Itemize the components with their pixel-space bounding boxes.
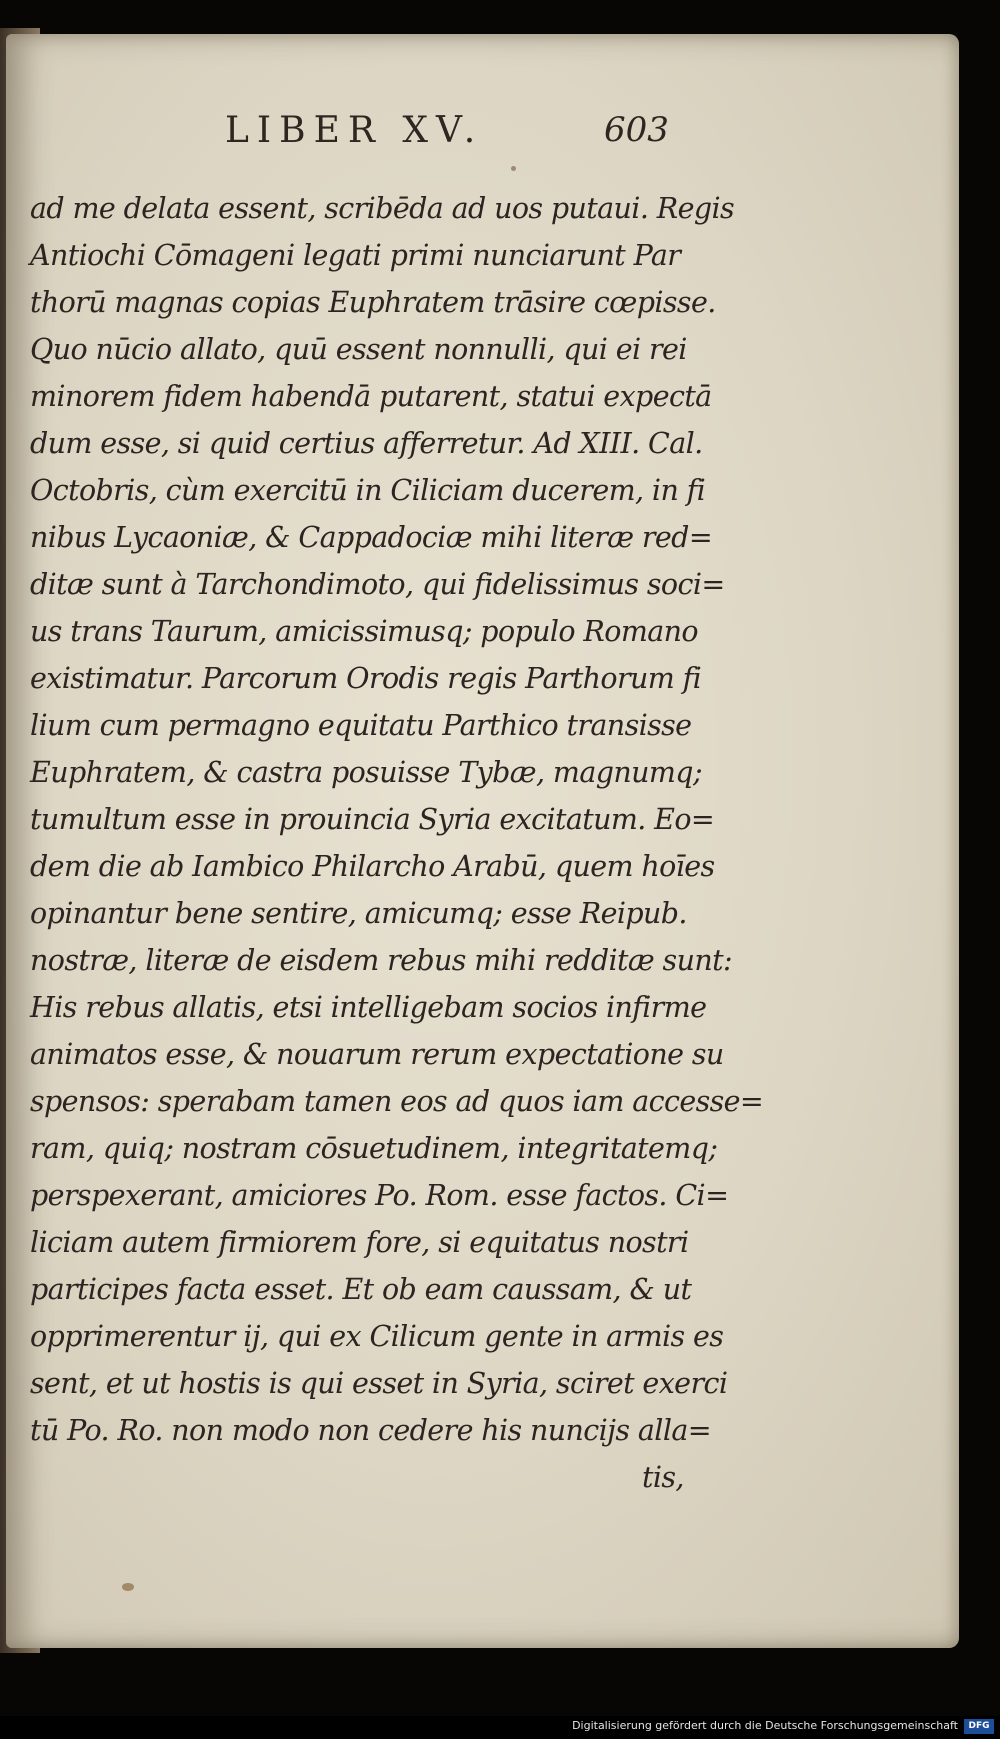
dfg-logo-icon: DFG [964,1719,994,1734]
digitization-footer [0,1716,1000,1739]
text-line: existimatur. Parcorum Orodis regis Parthorum fi [30,662,702,695]
body-text [30,185,764,1501]
text-line: ram, quiq; nostram cōsuetudinem, integritatemq; [30,1132,718,1165]
running-head [0,110,1000,170]
text-line: perspexerant, amiciores Po. Rom. esse factos. Ci= [30,1179,729,1212]
text-line: nostræ, literæ de eisdem rebus mihi redditæ sunt: [30,944,732,977]
text-line: thorū magnas copias Euphratem trāsire cœpisse. [30,286,716,319]
ink-stain [122,1583,134,1591]
funding-credit: Digitalisierung gefördert durch die Deutsche Forschungsgemeinschaft [572,1719,958,1732]
text-line: tumultum esse in prouincia Syria excitatum. Eo= [30,803,715,836]
text-line: dem die ab Iambico Philarcho Arabū, quem hoīes [30,850,715,883]
text-line: nibus Lycaoniæ, & Cappadociæ mihi literæ red= [30,521,713,554]
text-line: tū Po. Ro. non modo non cedere his nuncijs alla= [30,1414,712,1447]
text-line: minorem fidem habendā putarent, statui expectā [30,380,712,413]
ink-speck [511,166,516,171]
text-line: Quo nūcio allato, quū essent nonnulli, qui ei rei [30,333,687,366]
text-line: sent, et ut hostis is qui esset in Syria, sciret exerci [30,1367,728,1400]
text-line: opprimerentur ij, qui ex Cilicum gente in armis es [30,1320,724,1353]
text-line: animatos esse, & nouarum rerum expectatione su [30,1038,724,1071]
text-line: lium cum permagno equitatu Parthico transisse [30,709,692,742]
text-line: ad me delata essent, scribēda ad uos putaui. Regis [30,192,735,225]
text-line: liciam autem firmiorem fore, si equitatus nostri [30,1226,689,1259]
text-line: Octobris, cùm exercitū in Ciliciam ducerem, in fi [30,474,706,507]
text-line: spensos: sperabam tamen eos ad quos iam accesse= [30,1085,764,1118]
text-line: His rebus allatis, etsi intelligebam socios infirme [30,991,707,1024]
page-number: 603 [604,110,669,150]
text-line: dum esse, si quid certius afferretur. Ad XIII. Cal. [30,427,703,460]
text-line: participes facta esset. Et ob eam caussam, & ut [30,1273,692,1306]
catchword: tis, [642,1461,684,1494]
text-line: ditæ sunt à Tarchondimoto, qui fidelissimus soci= [30,568,725,601]
text-line: us trans Taurum, amicissimusq; populo Romano [30,615,698,648]
text-line: Antiochi Cōmageni legati primi nunciarunt Par [30,239,681,272]
text-line: Euphratem, & castra posuisse Tybæ, magnumq; [30,756,702,789]
text-line: opinantur bene sentire, amicumq; esse Reipub. [30,897,687,930]
running-title: LIBER XV. [225,110,484,151]
